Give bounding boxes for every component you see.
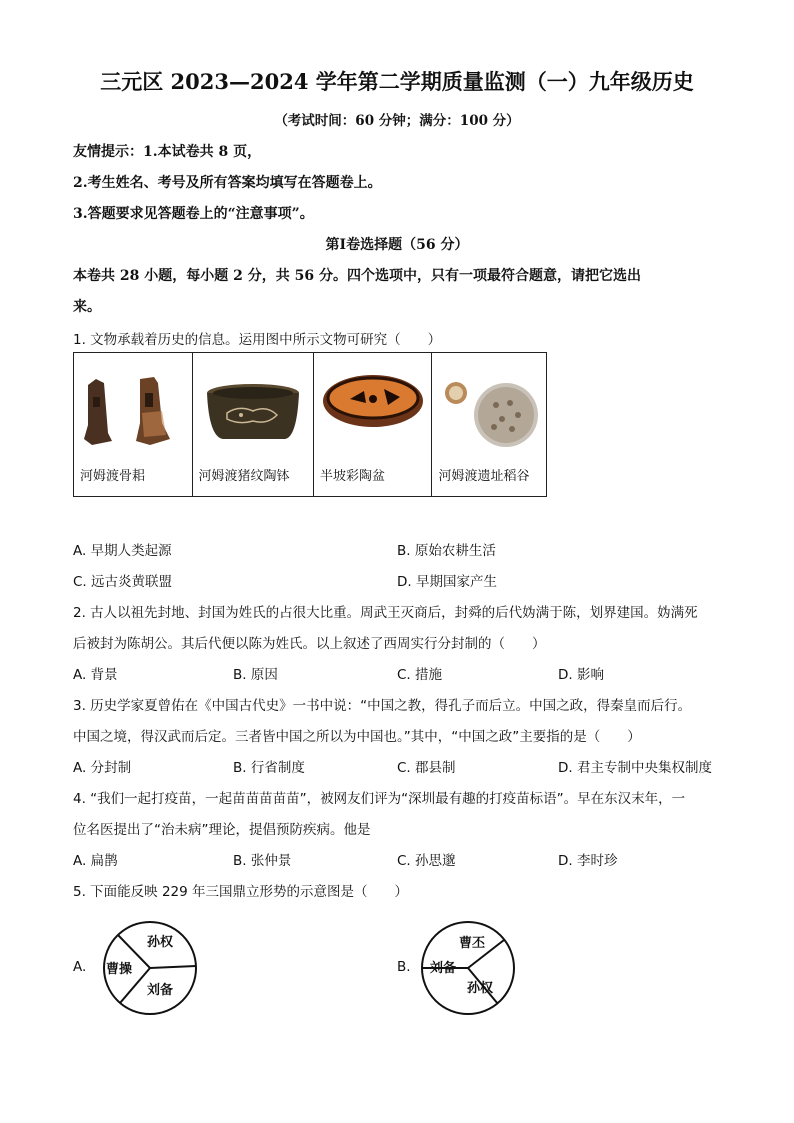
q4-option-d[interactable]: D. 李时珍: [558, 853, 618, 869]
section-instruction-1: 本卷共 28 小题，每小题 2 分，共 56 分。四个选项中，只有一项最符合题意，请把它选出: [73, 268, 641, 284]
q2-stem-2: 后被封为陈胡公。其后代便以陈为姓氏。以上叙述了西周实行分封制的（ ）: [73, 636, 546, 652]
q2-stem-1: 2. 古人以祖先封地、封国为姓氏的占很大比重。周武王灭商后，封舜的后代妫满于陈，划界建国。妫满死: [73, 605, 698, 621]
q1-caption-1: 河姆渡骨耜: [80, 469, 146, 484]
q5-a-label-caocao: 曹操: [106, 962, 133, 977]
note-line-2: 2.考生姓名、考号及所有答案均填写在答题卷上。: [73, 175, 382, 191]
q1-caption-3: 半坡彩陶盆: [319, 469, 385, 484]
exam-info: （考试时间：60 分钟；满分：100 分）: [274, 113, 520, 129]
q3-stem-1: 3. 历史学家夏曾佑在《中国古代史》一书中说：“中国之教，得孔子而后立。中国之政，得秦皇而后行。: [73, 698, 692, 714]
q4-option-b[interactable]: B. 张仲景: [233, 853, 292, 869]
page-title: 三元区 2023—2024 学年第二学期质量监测（一）九年级历史: [100, 69, 694, 94]
note-line-1: 友情提示：1.本试卷共 8 页，: [73, 144, 262, 160]
q1-image-cell-2: [193, 353, 314, 496]
q1-image-cell-4: [432, 353, 546, 496]
section-instruction-2: 来。: [73, 299, 101, 315]
q5-option-a[interactable]: A.: [73, 959, 87, 975]
q1-caption-4: 河姆渡遗址稻谷: [438, 469, 530, 484]
q4-stem-1: 4. “我们一起打疫苗，一起苗苗苗苗苗”，被网友们评为“深圳最有趣的打疫苗标语”。早在东汉末年，一: [73, 791, 686, 807]
q3-option-c[interactable]: C. 郡县制: [397, 760, 456, 776]
q2-option-b[interactable]: B. 原因: [233, 667, 278, 683]
q1-image-cell-3: [314, 353, 433, 496]
q1-option-d[interactable]: D. 早期国家产生: [397, 574, 497, 590]
q1-image-table: [73, 352, 547, 497]
q1-stem: 1. 文物承载着历史的信息。运用图中所示文物可研究（ ）: [73, 332, 442, 348]
q5-b-label-caopi: 曹丕: [459, 936, 486, 951]
section-title: 第Ⅰ卷选择题（56 分）: [325, 237, 469, 253]
q1-option-b[interactable]: B. 原始农耕生活: [397, 543, 496, 559]
q3-option-a[interactable]: A. 分封制: [73, 760, 132, 776]
q5-a-label-sunquan: 孙权: [147, 935, 174, 950]
q3-stem-2: 中国之境，得汉武而后定。三者皆中国之所以为中国也。”其中，“中国之政”主要指的是（ ）: [73, 729, 641, 745]
q3-option-d[interactable]: D. 君主专制中央集权制度: [558, 760, 712, 776]
q2-option-c[interactable]: C. 措施: [397, 667, 443, 683]
q4-option-c[interactable]: C. 孙思邈: [397, 853, 456, 869]
q5-a-label-liubei: 刘备: [147, 983, 174, 998]
q1-caption-2: 河姆渡猪纹陶钵: [198, 469, 290, 484]
q1-option-a[interactable]: A. 早期人类起源: [73, 543, 172, 559]
q1-option-c[interactable]: C. 远古炎黄联盟: [73, 574, 173, 590]
q5-option-b[interactable]: B.: [397, 959, 411, 975]
q2-option-d[interactable]: D. 影响: [558, 667, 604, 683]
q4-option-a[interactable]: A. 扁鹊: [73, 853, 118, 869]
q5-b-label-liubei: 刘备: [430, 961, 457, 976]
q5-b-label-sunquan: 孙权: [467, 981, 494, 996]
note-line-3: 3.答题要求见答题卷上的“注意事项”。: [73, 206, 314, 222]
q5-stem: 5. 下面能反映 229 年三国鼎立形势的示意图是（ ）: [73, 884, 409, 900]
q1-image-cell-1: [74, 353, 193, 496]
q2-option-a[interactable]: A. 背景: [73, 667, 118, 683]
q4-stem-2: 位名医提出了“治未病”理论，提倡预防疾病。他是: [73, 822, 371, 838]
q3-option-b[interactable]: B. 行省制度: [233, 760, 305, 776]
